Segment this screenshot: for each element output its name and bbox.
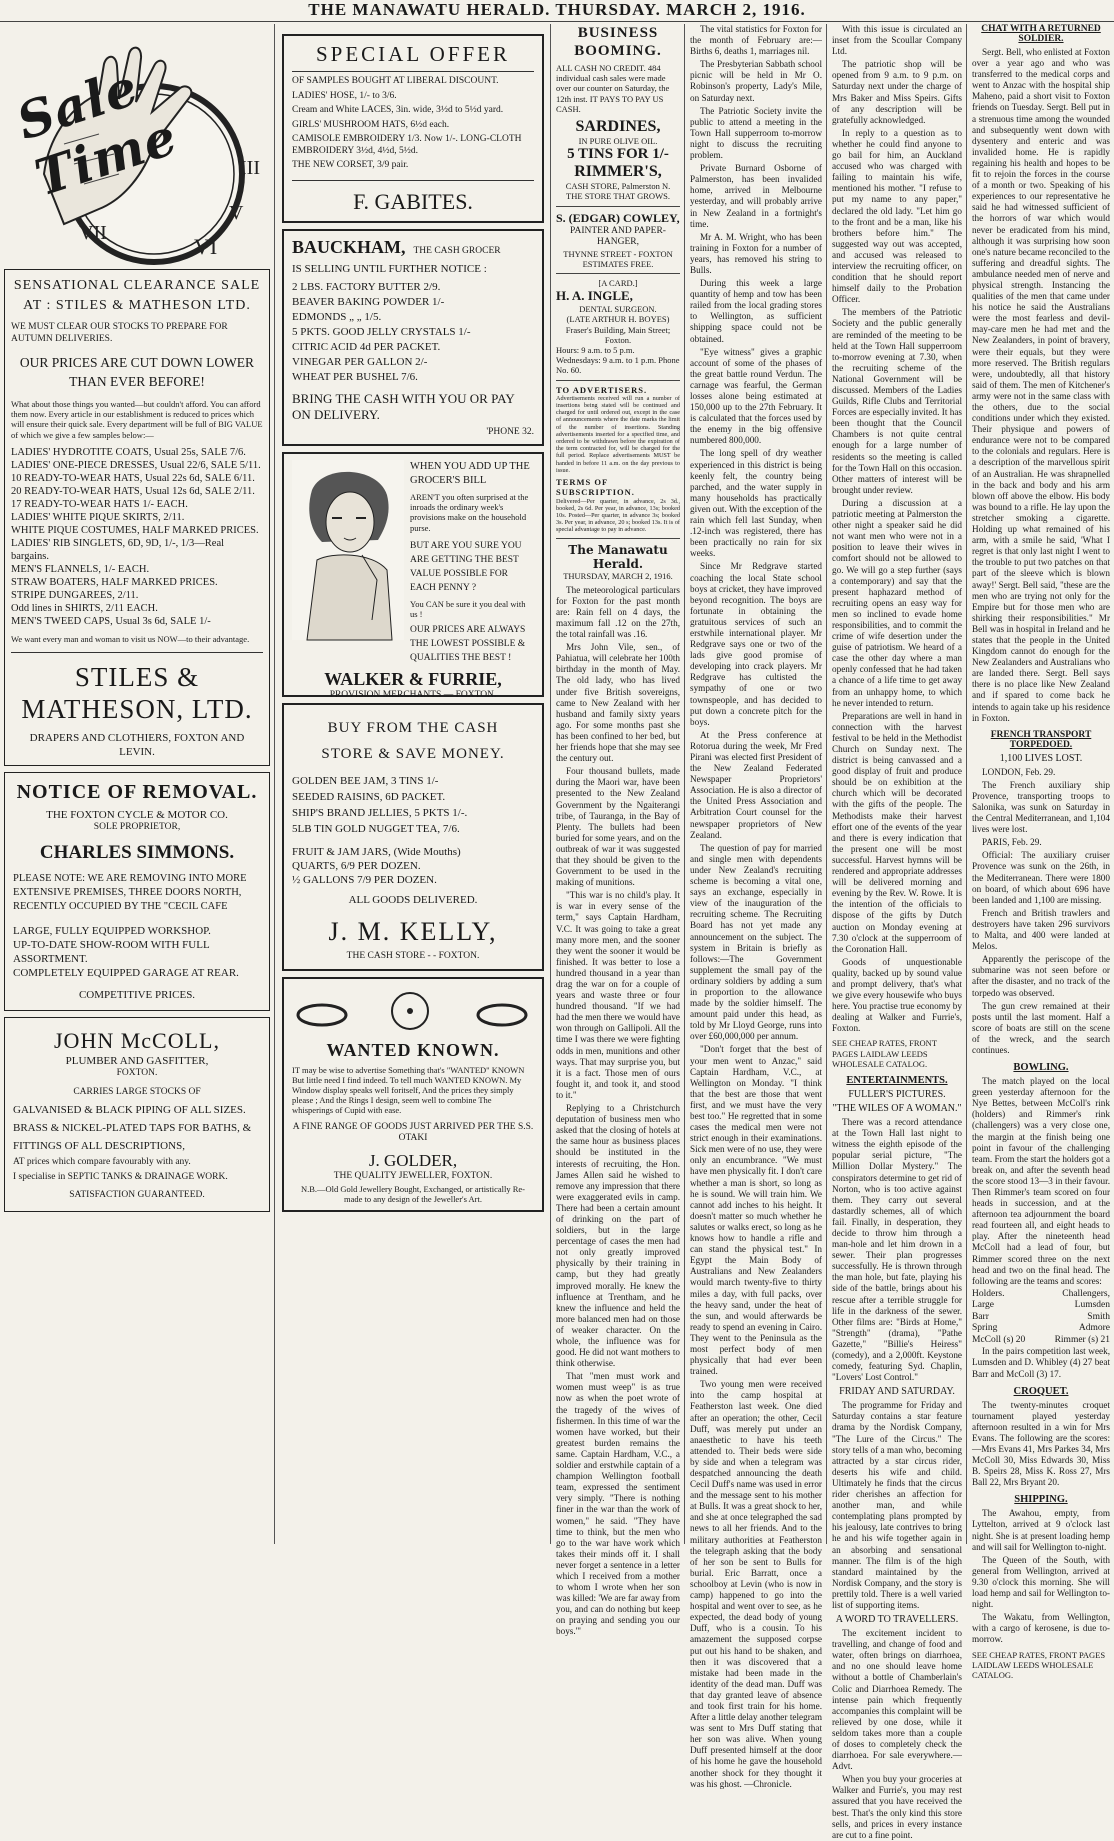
article-paragraph: Two young men were received into the camp hospital at Featherston last week. One died after an operation; the other, Cecil Duff, was merely put under an anaesthetic to have his teeth attended to. Their beds were side by side and when a telegram was despatched announcing the death Cecil Duff's name was used in error and the message sent to his mother at Bulls. It was a great shock to her, and she at once telegraphed the sad news to all her friends. And to the military authorities at Featherston the telegraph asking that the body of her son be sent to Bulls for burial. Eric Barratt, once a schoolboy at Levin (who is now in camp) happened to go into the hospital and went over to see, as he expected, the dead body of young Duff, who is a cousin. To his amazement the supposed corpse put out his hand to be shaken, and then it was discovered that a mistake had been made in the identity of the dead man. Duff was that day granted leave of absence and took first train for his home. After a little delay another telegram was sent to Mrs Duff stating that her son was alive. When young Duff presented himself at the door of his home he gave the household another shock for they thought it was his ghost. —Chronicle. <box>690 1379 822 1789</box>
svg-text:III: III <box>240 157 260 179</box>
team-cell: Admore <box>1078 1323 1110 1334</box>
kelly-name: J. M. KELLY, <box>328 917 498 946</box>
article-paragraph: The vital statistics for Foxton for the month of February are:— Births 6, deaths 1, marriages nil. <box>690 24 822 57</box>
article-paragraph: There was a record attendance at the Town Hall last night to witness the eighth episode of the popular serial picture, "The Million Dollar Mystery." The conspirators determine to get rid of Norton, who is too active against them. They carry out several dastardly schemes, all of which fail. Finally, in desperation, they decide to throw him through a man-hole and let him drown in a sewer. Their plan progresses successfully. He is thrown through the man hole, but fate, playing his side of the battle, brings about his rescue after a terrible struggle for life in the darkness of the sewer. Other films are: "Birds at Home," "Strength" (drama), "Pathe Gazette," "Billie's Heiress" (comedy), and a 2,000ft. Keystone comedy, featuring Syd. Chaplin, "Lovers' Lost Control." <box>832 1117 962 1383</box>
fraser: Fraser's Building, Main Street; Foxton. <box>565 324 671 345</box>
sale-item: Odd lines in SHIRTS, 2/11 EACH. <box>11 602 158 614</box>
stiles-sub: DRAPERS AND CLOTHIERS, FOXTON AND LEVIN. <box>29 732 245 759</box>
walker-furrie-ad <box>282 452 544 701</box>
walker-name: WALKER & FURRIE, <box>324 669 502 690</box>
french-heading: FRENCH TRANSPORT TORPEDOED. <box>990 729 1092 750</box>
friday-text: The programme for Friday and Saturday contains a star feature drama by the Nordisk Company, "The Lure of the Circus." The story tells of a man who, becoming attracted by a star circus rider, deserts his wife and child. Ultimately he finds that the circus rider cherishes an affection for another man, and while contemplating plans prompted by his jealousy, late contrives to bring he and his wife together again in an absorbing and sensational manner. The film is of the high standard maintained by the Nordisk Company, and the story is prettily told. There is a well varied list of supporting items. <box>832 1400 962 1610</box>
article-paragraph: Four thousand bullets, made during the Maori war, have been presented to the New Zealand Government by the Ngaiterangi tribe, of Tauranga, in the Bay of Plenty. The bullets had been buried for some years, and on the outbreak of war it was suggested that they should be given to the Government to be used in the making of munitions. <box>556 766 680 888</box>
our-prices: OUR PRICES ARE ALWAYS THE LOWEST POSSIBLE & QUALITIES THE BEST ! <box>410 625 526 664</box>
cash-store: THE CASH STORE - - FOXTON. <box>346 951 480 961</box>
please-note: PLEASE NOTE: WE ARE REMOVING INTO MORE EXTENSIVE PREMISES, THREE DOORS NORTH, RECENTLY OCCUPIED BY THE "CECIL CAFE <box>13 872 247 912</box>
date-line: THURSDAY, MARCH 2, 1916. <box>563 570 673 581</box>
workshop: LARGE, FULLY EQUIPPED WORKSHOP. <box>13 924 211 937</box>
grocer-item: VINEGAR PER GALLON 2/- <box>292 355 428 368</box>
dental: DENTAL SURGEON. <box>579 304 657 315</box>
article-paragraph: Goods of unquestionable quality, backed up by sound value and prompt delivery, that's what we give every housewife who buys here. You practise true economy by dealing at Walker and Furrie's, Foxton. <box>832 956 962 1034</box>
sale-item: STRIPE DUNGAREES, 2/11. <box>11 589 139 601</box>
terms-text: Delivered—Per quarter, in advance, 2s 3d., booked, 2s 6d. Per year, in advance, 13s; booked 10s. Posted—Per quarter, in advance 3s; booked 3s. Per year, in advance, 20 s; booked 13s. It is of special advantage to pay in advance. <box>556 497 680 534</box>
wiles-heading: "THE WILES OF A WOMAN." <box>832 1103 962 1115</box>
article-paragraph: Sergt. Bell, who enlisted at Foxton over a year ago and who was transferred to the medical corps and went to Anzac with the hospital ship Maheno, paid a short visit to Foxton friends on Tuesday. Sergt. Bell put in a strenuous time among the wounded and subsequently went down with dysentery and enteric and was invalided home. He is rapidly regaining his health and hopes to be fit to rejoin the forces in the course of a month or two. Speaking of his experiences to our representative he said he had witnessed sufficient of the horrors of war which would never be eradicated from his mind, although it was surprising how soon one's nature became reconciled to the suffering and dreadful sights. The ambulance needed men of nerve and physical strength. Instancing the qualities of the men that came under his notice he said the Australians were the most fearless and devil-may-care men he had met and the New Zealanders, in point of bravery, were their equals, but they were more reserved. The British regulars were, undoubtedly, all that history said of them. The men of Kitchener's army were not in the same class with the others, due to the social conditions under which they existed. Their physique and powers of endurance were not to be compared to the colonials and regulars. Here is a description of the marvellous spirit of an Australian. He was shrapnelled in the back and body and his arm blown off above the elbow. His body was bound to a rifle. He lay upon the stretcher smoking a cigarette. Holding up what remained of his arm, with a smile he said, 'What I regret is that only last night I went to the trouble to put two patches on that part of the sleeve which is blown away!' Sergt. Bell said, "these are the men who are trying not only for the Empire but for those men who are shirking their responsibilities." Mr Bell was in hospital in Ireland and he states that the people in the United Kingdom cannot do enough for the New Zealanders and Australians who are landed there. Sergt. Bell says there is no place like New Zealand and if spared to come back he intends to again take up his residence in Foxton. <box>972 47 1110 723</box>
special-offer-line: THE NEW CORSET, 3/9 pair. <box>292 160 409 170</box>
article-paragraph: With this issue is circulated an inset from the Scoullar Company Ltd. <box>832 24 962 57</box>
fittings: FITTINGS OF ALL DESCRIPTIONS, <box>13 1139 185 1152</box>
chat-articles <box>972 47 1110 724</box>
jeweller: THE QUALITY JEWELLER, FOXTON. <box>333 1170 493 1181</box>
clearance-title: SENSATIONAL CLEARANCE SALE AT : STILES & MATHESON LTD. <box>13 278 261 313</box>
sale-item-list <box>11 446 263 628</box>
late: (LATE ARTHUR H. BOYES) <box>566 314 670 325</box>
olive-oil: IN PURE OLIVE OIL. <box>578 136 658 147</box>
grocer-item-list <box>292 280 534 385</box>
special-offer-ad <box>282 34 544 223</box>
team-row <box>972 1300 1110 1312</box>
bauckham-name: BAUCKHAM, <box>292 236 406 257</box>
word-text: The excitement incident to travelling, and change of food and water, often brings on diarrhoea, and no one should leave home without a bottle of Chamberlain's Colic and Diarrhoea Remedy. The intense pain which frequently accompanies this complaint will be relieved by one dose, while it seldom takes more than a couple of doses to completely check the diarrhoea. For sale everywhere.—Advt. <box>832 1628 962 1772</box>
sale-item: LADIES' WHITE PIQUE SKIRTS, 2/11. <box>11 511 185 523</box>
article-paragraph: That "men must work and women must weep" is as true now as when the poet wrote of the tragedy of the wives of fishermen. In this time of war the women have worked, but their greatest burden remains the same. Captain Hardham, V.C., a soldier and erstwhile captain of a champion Wellington football team, expressed the sentiment very simply. "There is nothing finer in the war than the work of women," he said. "They have time to think, but the men who go to the war have work which takes their minds off it. I shall never forget a sentence in a letter which I received from a mother to whom I wrote when her son was killed: 'We are far away from you, and can do nothing but keep on praying and sending you our boys.'" <box>556 1371 680 1637</box>
all-goods: ALL GOODS DELIVERED. <box>348 894 478 906</box>
painter: PAINTER AND PAPER-HANGER, <box>570 225 666 248</box>
svg-text:VI: VI <box>194 234 218 259</box>
column-rule <box>966 24 967 1544</box>
col3-articles <box>556 585 680 1638</box>
see-cheap-rates-2: SEE CHEAP RATES, FRONT PAGES LAIDLAW LEEDS WHOLESALE CATALOG. <box>972 1649 1106 1680</box>
word-heading: A WORD TO TRAVELLERS. <box>835 1614 959 1626</box>
gabites-name: F. GABITES. <box>292 180 534 215</box>
article-paragraph: Preparations are well in hand in connection with the harvest festival to be held in the Methodist Church on Sunday next. The district is being canvassed and a good display of fruit and produce should be on exhibition at the church which will be decorated with the gifts of the people. The Methodists make their harvest effort one of the events of the year and there is every indication that the present one will be most successful. Harvest hymns will be rendered and appropriate addresses will be delivered morning and evening by the Rev. W. Rowe. It is the intention of the officials to dispose of the gifts by Dutch auction on Monday evening at 7.30 o'clock at the supperroom of the Coronation Hall. <box>832 710 962 954</box>
column-rule <box>274 24 275 1544</box>
jewellery-illustration <box>292 985 536 1035</box>
team-row <box>972 1335 1110 1347</box>
hours: Hours: 9 a.m. to 5 p.m. Wednesdays: 9 a.m. to 1 p.m. Phone No. 60. <box>556 345 680 376</box>
can-be-sure: You CAN be sure it you deal with us ! <box>410 598 526 620</box>
article-paragraph: The Presbyterian Sabbath school picnic will be held in Mr O. Robinson's property, Lady's Mile, on Saturday next. <box>690 59 822 103</box>
article-paragraph: Mrs John Vile, sen., of Pahiatua, will celebrate her 100th birthday in the month of May. The old lady, who has lived under five British sovereigns, came to New Zealand with her husband and family sixty years ago. For some months past she has been confined to her bed, but her friends hope that she may see the century out. <box>556 642 680 764</box>
sole-proprietor: SOLE PROPRIETOR, <box>93 822 181 833</box>
satisfaction: SATISFACTION GUARANTEED. <box>69 1189 205 1200</box>
article-paragraph: At the Press conference at Rotorua during the week, Mr Fred Pirani was elected first President of the New Zealand Federated Newspaper Proprietors' Association. He is also a director of the United Press Association and Arbitration Court counsel for the newspaper proprietors of New Zealand. <box>690 729 822 840</box>
bring-cash: BRING THE CASH WITH YOU OR PAY ON DELIVERY. <box>292 390 515 422</box>
carries: CARRIES LARGE STOCKS OF <box>73 1087 201 1098</box>
column-1 <box>4 24 270 1546</box>
team-cell: Barr <box>972 1311 989 1322</box>
sale-item: LADIES' RIB SINGLETS, 6D, 9D, 1/-, 1/3—Real bargains. <box>11 537 225 562</box>
provision: PROVISION MERCHANTS — FOXTON. <box>329 690 497 701</box>
business-title: BUSINESS BOOMING. <box>574 25 662 59</box>
article-paragraph: Since Mr Redgrave started coaching the local State school boys at cricket, they have improved beyond recognition. The boys are fortunate in obtaining the gratuitous services of such an erstwhile international player. Mr Redgrave says one or two of the lads give good promise of developing into crack players. Mr Redgrave has cultisted the sympathy of one or two townspeople, and has decided to put down a concrete pitch for the boys. <box>690 561 822 727</box>
team-cell: Rimmer (s) 21 <box>1054 1334 1110 1345</box>
quarts: QUARTS, 6/9 PER DOZEN. <box>292 860 421 872</box>
what-about-text: What about those things you wanted—but couldn't afford. You can afford them now. Every article in our establishment is reduced to prices which will ensure their quick sale. Every department will be full of BIG VALUE of which we give a few samples below:— <box>11 399 263 440</box>
grocer-item: CITRIC ACID 4d PER PACKET. <box>292 340 441 353</box>
wanted-text: IT may be wise to advertise Something that's "WANTED" KNOWN But little need I find indeed. To tell much WANTED KNOWN. My Window display speaks well foritself, And the prices they simply please ; And the Rings I design, seem well to combine The whisperings of Cupid with ease. <box>292 1064 525 1116</box>
kelly-ad <box>282 703 544 971</box>
thynne: THYNNE STREET - FOXTON <box>563 248 673 259</box>
notice-title: NOTICE OF REMOVAL. <box>16 781 258 804</box>
kelly-item-list <box>292 773 534 837</box>
ingle-name: H. A. INGLE, <box>556 288 633 304</box>
prices-cut: OUR PRICES ARE CUT DOWN LOWER THAN EVER BEFORE! <box>19 355 255 389</box>
phone-number: 'PHONE 32. <box>486 426 534 437</box>
to-advertisers: TO ADVERTISERS. <box>556 384 648 395</box>
competitive: COMPETITIVE PRICES. <box>78 988 196 1001</box>
article-paragraph: "Eye witness" gives a graphic account of some of the phases of the great battle round Verdun. The carnage was fearful, the German losses alone being estimated at 150,000 up to the 27th February. It is calculated that the forces used by the enemy in the big offensive numbered 800,000. <box>690 346 822 446</box>
article-paragraph: During a discussion at a patriotic meeting at Palmerston the other night a speaker said he did not want men who were not in a position to leave their wives in comfort should not be allowed to go. We will go a step further (says a contemporary) and say that the present haphazard method of recruiting opens an easy way for men so inclined to evade home responsibilities, and to commit the crime of wife desertion under the guise of patriotism. We heard of a case the other day where a man openly confessed that he had taken a chance of a life time to get away from an unhappy home, to which he never intended to return. <box>832 497 962 708</box>
brass: BRASS & NICKEL-PLATED TAPS FOR BATHS, & <box>13 1121 252 1134</box>
article-paragraph: The Awahou, empty, from Lyttelton, arrived at 9 o'clock last night. She is at present loading hemp and will sail for Wellington to-night. <box>972 1508 1110 1552</box>
article-paragraph: The long spell of dry weather experienced in this district is being keenly felt, the country being parched, and the water supply in many households has practically given out. With the exception of the rain which fell last Sunday, when .12-inch was registered, there has been practically no rain for six weeks. <box>690 448 822 559</box>
sale-item: 10 READY-TO-WEAR HATS, Usual 22s 6d, SALE 6/11. <box>11 472 255 484</box>
column-rule <box>550 24 551 1544</box>
see-cheap-rates: SEE CHEAP RATES, FRONT PAGES LAIDLAW LEEDS WHOLESALE CATALOG. <box>832 1038 937 1069</box>
clearance-intro: WE MUST CLEAR OUR STOCKS TO PREPARE FOR AUTUMN DELIVERIES. <box>11 322 228 344</box>
sale-item: WHITE PIQUE COSTUMES, HALF MARKED PRICES. <box>11 524 259 536</box>
sale-item: LADIES' HYDROTITE COATS, Usual 25s, SALE 7/6. <box>11 446 246 458</box>
article-paragraph: Mr A. M. Wright, who has been training in Foxton for a number of years, has removed his string to Bulls. <box>690 231 822 275</box>
prices-compare: AT prices which compare favourably with any. <box>13 1156 191 1167</box>
galvanised: GALVANISED & BLACK PIPING OF ALL SIZES. <box>13 1103 246 1116</box>
grocer-item: WHEAT PER BUSHEL 7/6. <box>292 370 418 383</box>
buy-from: BUY FROM THE CASH STORE & SAVE MONEY. <box>321 720 505 762</box>
sale-item: MEN'S TWEED CAPS, Usual 3s 6d, SALE 1/- <box>11 615 211 627</box>
sale-item: STRAW BOATERS, HALF MARKED PRICES. <box>11 576 218 588</box>
kelly-item: GOLDEN BEE JAM, 3 TINS 1/- <box>292 775 439 787</box>
arent-you: AREN'T you often surprised at the inroads the ordinary week's provisions make on the household purse. <box>410 492 529 533</box>
col5-articles <box>832 24 962 1034</box>
croquet-heading: CROQUET. <box>1013 1385 1069 1397</box>
shipping-heading: SHIPPING. <box>1014 1494 1068 1506</box>
team-cell: Spring <box>972 1323 998 1334</box>
shipping-articles <box>972 1508 1110 1645</box>
when-you-add: WHEN YOU ADD UP THE GROCER'S BILL <box>410 461 530 486</box>
entertainments-heading: ENTERTAINMENTS. <box>846 1075 948 1087</box>
article-paragraph: PARIS, Feb. 29. <box>982 837 1042 848</box>
article-paragraph: "Don't forget that the best of your men went to Anzac," said Captain Hardham, V.C., at Wellington on Monday. "I think that the best are those that went first, and we must have the very best too." He regretted that in some cases the medical men were not strict enough in their examinations. Sick men were of no use, they were only an encumbrance. "We must have men physically fit. I don't care whether a man is short, so long as he is sound. We will train him. We cannot add inches to his height. It doesn't matter so much whether he salutes or walks erect, so long as he knows how to handle a rifle and can stand the physical test." In Egypt the Main Body of Australians and New Zealanders would march twenty-five to thirty miles a day, with full packs, over the heavy sand, under the heat of the sun, and would afterwards be ready to spend an evening in Cairo. They went to the Peninsula as the most perfect body of men physically that had ever been trained. <box>690 1044 822 1377</box>
column-2 <box>282 24 544 1546</box>
golder-name: J. GOLDER, <box>368 1150 458 1170</box>
showroom: UP-TO-DATE SHOW-ROOM WITH FULL ASSORTMENT. <box>13 938 210 965</box>
french-articles <box>972 767 1110 1056</box>
grocer-item: EDMONDS „ „ 1/5. <box>292 310 382 323</box>
chat-heading: CHAT WITH A RETURNED SOLDIER. <box>981 24 1101 44</box>
team-row <box>972 1323 1110 1335</box>
column-rule <box>826 24 827 1544</box>
friday-heading: FRIDAY AND SATURDAY. <box>839 1386 955 1398</box>
article-paragraph: The Queen of the South, with general from Wellington, arrived at 9.30 o'clock this morning. She will load hemp and sail for Wellington to-night. <box>972 1554 1110 1610</box>
sale-item: 17 READY-TO-WEAR HATS 1/- EACH. <box>11 498 188 510</box>
team-cell: McColl (s) 20 <box>972 1334 1026 1345</box>
article-paragraph: The meteorological particulars for Foxton for the past month are: Rain fell on 4 days, the maximum fall .12 on the 27th, the total rainfall was .16. <box>556 584 680 640</box>
article-paragraph: French and British trawlers and destroyers have taken 296 survivors to Malta, and 400 were landed at Melos. <box>972 907 1110 952</box>
fullers-heading: FULLER'S PICTURES. <box>848 1089 946 1101</box>
column-6 <box>972 24 1110 1680</box>
article-paragraph: In reply to a question as to whether he could find anyone to go bail for him, an Auckland accused who was charged with failing to maintain his wife, mentioned his mother. "I refuse to put my name to any paper," declared the old lady. "Let him go to the front and be a man, like his brothers before him." The suggested way out was accepted, and accused was released to interview the recruiting officer, on condition that he should report himself daily to the Probation Officer. <box>832 127 962 305</box>
article-paragraph: During this week a large quantity of hemp and tow has been railed from the local grading stores to Wellington, as sufficient shipping space could not be obtained. <box>690 278 822 344</box>
svg-text:V: V <box>229 202 244 224</box>
kelly-item: 5LB TIN GOLD NUGGET TEA, 7/6. <box>292 823 460 835</box>
bowling-text: The match played on the local green yesterday afternoon for the Nye Bettes, between McColl's rink (holders) and Rimmer's rink (challengers) was a very close one, the margin at the finish being one point in favour of the challenging team. From the start the holders got a break on, and after the seventh head the score stood 13—3 in their favour. Then Rimmer's team scored on four heads in succession, and at the afternoon tea adjournment the board read fourteen all, and eight heads to play. After the nineteenth head McColl had a lead of four, but Rimmer scored three on the next head and two on the final head. The following are the teams and scores: <box>972 1076 1110 1286</box>
stiles-matheson-ad <box>4 269 270 766</box>
article-paragraph: The question of pay for married and single men with dependents under New Zealand's recruiting scheme is becoming a vital one, says an exchange, especially in view of the inauguration of the recruiting scheme. The Recruiting Board has not yet made any announcement on the subject. The system in Britain is briefly as follows:—The Government supplement the small pay of the ordinary soldiers by adding a sum in proportion to the allowance made by the soldier himself. The amount paid under this head, as told by Mr Lloyd George, runs into over £60,000,000 per annum. <box>690 842 822 1042</box>
but-sure: BUT ARE YOU SURE YOU ARE GETTING THE BEST VALUE POSSIBLE FOR EACH PENNY ? <box>410 540 522 593</box>
article-paragraph: Apparently the periscope of the submarine was not seen before or after the disaster, and no track of the torpedo was observed. <box>972 954 1110 998</box>
gallons: ½ GALLONS 7/9 PER DOZEN. <box>292 874 437 886</box>
simmons-name: CHARLES SIMMONS. <box>39 841 235 863</box>
sale-time-title: Sale Time <box>9 57 185 208</box>
grocer-item: 5 PKTS. GOOD JELLY CRYSTALS 1/- <box>292 325 471 338</box>
last-para: When you buy your groceries at Walker and Furrie's, you may rest assured that you have received the best. That's the only kind this store sells, and prices in every instance are cut to a fine point. <box>832 1774 962 1840</box>
fruit-jars: FRUIT & JAM JARS, (Wide Mouths) <box>292 846 461 858</box>
estimates: ESTIMATES FREE. <box>582 258 654 269</box>
selling-notice: IS SELLING UNTIL FURTHER NOTICE : <box>292 262 487 275</box>
foxton-cycle: THE FOXTON CYCLE & MOTOR CO. <box>46 809 228 822</box>
team-cell: Lumsden <box>1074 1300 1110 1311</box>
pairs-text: In the pairs competition last week, Lumsden and D. Whibley (4) 27 beat Barr and McColl (3) 17. <box>972 1346 1110 1379</box>
team-cell: Large <box>972 1300 994 1311</box>
mccoll-name: JOHN McCOLL, <box>54 1027 220 1053</box>
bowling-heading: BOWLING. <box>1013 1062 1069 1074</box>
article-paragraph: The Wakatu, from Wellington, with a cargo of kerosene, is due to-morrow. <box>972 1612 1110 1645</box>
rimmer-name: RIMMER'S, <box>574 163 662 181</box>
column-rule <box>684 24 685 1544</box>
masthead: THE MANAWATU HERALD. THURSDAY. MARCH 2, 1916. <box>0 0 1114 22</box>
sale-item: MEN'S FLANNELS, 1/- EACH. <box>11 563 150 575</box>
advertisers-text: Advertisements received will run a number of insertions being stated will be continued and charged for until ordered out, except in the case of announcements where the date marks the limit of the number of insertions. Standing advertisements inserted for a specified time, and ordered to be withdrawn before the expiration of the term contracted for, will be charged for the full period. Replace advertisements MUST be handed in before 11 a.m. on the day previous to issue. <box>556 394 680 474</box>
rimmer-sub: CASH STORE, Palmerston N. <box>565 181 671 192</box>
kelly-item: SEEDED RAISINS, 6D PACKET. <box>292 791 446 803</box>
article-paragraph: Official: The auxiliary cruiser Provence was sunk on the 26th, in the Mediterranean. There were 1800 on board, of which about 696 have been landed and 1,100 are missing. <box>972 850 1110 905</box>
grocer-item: BEAVER BAKING POWDER 1/- <box>292 295 445 308</box>
lives-lost: 1,100 LIVES LOST. <box>999 752 1083 764</box>
special-offer-lines <box>292 76 534 172</box>
bauckham-ad <box>282 229 544 447</box>
svg-text:VII: VII <box>79 222 107 244</box>
mccoll-ad <box>4 1017 270 1213</box>
septic: I specialise in SEPTIC TANKS & DRAINAGE WORK. <box>13 1172 228 1183</box>
special-offer-line: GIRLS' MUSHROOM HATS, 6½d each. <box>292 119 450 130</box>
store-grows: THE STORE THAT GROWS. <box>566 191 670 202</box>
entertainment-articles <box>832 1117 962 1383</box>
article-paragraph: Replying to a Christchurch deputation of business men who asked that the closing of hotels at the same hour as business places should be instituted in the interests of recruiting, the Hon. James Allen said he wished to remove any impression that there were exaggerated evils in camp. There had been a certain amount of drinking on the part of soldiers, but in the large percentage of cases the men had not only greatly improved physically by their training in camp, but they had greatly improved morally. He knew the influence at Trentham, and he knew the influence and held the more balanced men had on those of weaker character. On the whole, the influence was for good. He did not want mothers to think otherwise. <box>556 1103 680 1369</box>
article-paragraph: "This war is no child's play. It is war in every sense of the term," says Captain Hardham, V.C. It was going to take a great many more men, and the sooner they went the sooner it would be finished. It was better to lose a hundred thousand in a year than drag the war on for a couple of years and waste three or four hundred thousand. "If we had had the men there we would have won through on Gallipoli. All the time I was there we were fighting odds in men, munitions and other ways. That may surprise you, but it is a fact. Those men of ours fought it, and took it, and stood to it." <box>556 890 680 1100</box>
team-table <box>972 1300 1110 1346</box>
column-3 <box>556 24 680 1637</box>
col4-articles <box>690 24 822 1790</box>
fine-range: A FINE RANGE OF GOODS JUST ARRIVED PER THE S.S. OTAKI <box>292 1121 534 1144</box>
column-4 <box>690 24 822 1789</box>
article-paragraph: The gun crew remained at their posts until the last moment. Half a score of boats are still on the scene of the wreck, and the search continues. <box>972 1000 1110 1055</box>
a-card: [A CARD.] <box>598 278 638 289</box>
stiles-name: STILES & MATHESON, LTD. <box>21 662 253 725</box>
team-row <box>972 1312 1110 1324</box>
special-offer-line: CAMISOLE EMBROIDERY 1/3. Now 1/-. LONG-CLOTH EMBROIDERY 3½d, 4½d, 5½d. <box>292 134 522 156</box>
special-offer-line: Cream and White LACES, 3in. wide, 3½d to 5½d yard. <box>292 105 504 115</box>
woman-portrait-illustration <box>292 460 404 640</box>
terms-title: TERMS OF SUBSCRIPTION. <box>556 477 635 498</box>
want-every: We want every man and woman to visit us NOW—to their advantage. <box>11 633 250 644</box>
special-offer-title: SPECIAL OFFER <box>292 42 534 72</box>
herald-title: The Manawatu Herald. <box>568 542 668 571</box>
article-paragraph: The French auxiliary ship Provence, transporting troops to Salonika, was sunk on Saturday in the Central Mediterranean, and 1,104 lives were lost. <box>972 779 1110 835</box>
plumber-title: PLUMBER AND GASFITTER, <box>65 1054 209 1067</box>
teams-header <box>972 1289 1110 1301</box>
tins-for: 5 TINS FOR 1/- <box>567 146 669 163</box>
notice-of-removal-ad <box>4 772 270 1011</box>
team-cell: Smith <box>1087 1311 1110 1322</box>
foxton-label: FOXTON. <box>116 1067 158 1078</box>
challengers-label: Challengers, <box>1062 1288 1110 1299</box>
all-cash: ALL CASH NO CREDIT. 484 individual cash sales were made over our counter on Saturday, the 12th inst. IT PAYS TO PAY US CASH. <box>556 63 670 114</box>
holders-label: Holders. <box>972 1288 1005 1299</box>
article-paragraph: The Patriotic Society invite the public to attend a meeting in the Town Hall supperroom to-morrow night to discuss the recruiting problem. <box>690 105 822 161</box>
sale-time-ad <box>4 24 270 269</box>
special-offer-line: LADIES' HOSE, 1/- to 3/6. <box>292 90 397 101</box>
cowley-name: S. (EDGAR) COWLEY, <box>556 210 680 225</box>
kelly-item: SHIP'S BRAND JELLIES, 5 PKTS 1/-. <box>292 807 468 819</box>
article-paragraph: LONDON, Feb. 29. <box>982 766 1056 777</box>
golder-ad <box>282 977 544 1213</box>
wanted-known-title: WANTED KNOWN. <box>326 1039 500 1060</box>
sardines: SARDINES, <box>575 118 661 136</box>
grocer-item: 2 LBS. FACTORY BUTTER 2/9. <box>292 280 441 293</box>
nb-note: N.B.—Old Gold Jewellery Bought, Exchanged, or artistically Re-made to any design of the Jeweller's Art. <box>300 1184 526 1205</box>
article-paragraph: The patriotic shop will be opened from 9 a.m. to 9 p.m. on Saturday next under the charge of Mrs Baker and Miss Speirs. Gifts of any description will be gratefully acknowledged. <box>832 59 962 125</box>
article-paragraph: The members of the Patriotic Society and the public generally are reminded of the meeting to be held at the Town Hall supperroom to-morrow evening at 7.30, when the recruiting scheme of the National Government will be discussed. Members of the Ladies Guilds, Rifle Clubs and Territorial Forces are especially invited. It has been thought that the Council Chambers is not quite central enough for a large number of residents so the meeting is called for the Town Hall on this occasion. Other matters of interest will be brought under review. <box>832 307 962 495</box>
garage: COMPLETELY EQUIPPED GARAGE AT REAR. <box>13 966 239 979</box>
article-paragraph: Private Burnard Osborne of Palmerston, has been invalided home, arrived in Melbourne yesterday, and will probably arrive in New Zealand in a fortnight's time. <box>690 163 822 229</box>
bauckham-tag: THE CASH GROCER <box>413 245 501 256</box>
column-5 <box>832 24 962 1840</box>
special-offer-line: OF SAMPLES BOUGHT AT LIBERAL DISCOUNT. <box>292 76 499 86</box>
sale-item: LADIES' ONE-PIECE DRESSES, Usual 22/6, SALE 5/11. <box>11 459 261 471</box>
sale-item: 20 READY-TO-WEAR HATS, Usual 12s 6d, SALE 2/11. <box>11 485 255 497</box>
croquet-text: The twenty-minutes croquet tournament played yesterday afternoon resulted in a win for Mrs Evans. The following are the scores:—Mrs Evans 41, Mrs Parkes 34, Mrs McColl 30, Miss Edwards 30, Miss B. Speirs 28, Miss K. Ross 27, Mrs Ball 22, Mrs Bryant 20. <box>972 1399 1110 1488</box>
